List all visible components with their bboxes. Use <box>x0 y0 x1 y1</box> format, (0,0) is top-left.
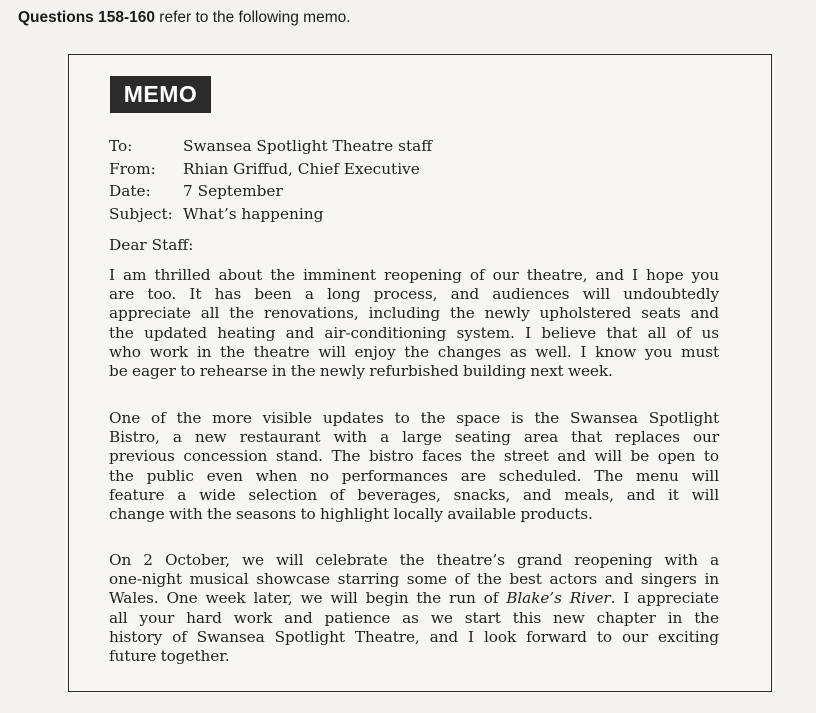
question-range: Questions 158-160 <box>18 9 155 26</box>
question-intro <box>18 9 351 27</box>
memo-subject-label: Subject: <box>109 204 173 223</box>
show-title: Blake’s River <box>506 589 611 608</box>
paragraph-line: future together. <box>109 647 230 666</box>
memo-to-row <box>109 135 432 158</box>
memo-box <box>68 54 772 692</box>
paragraph-line: all your hard work and patience as we start this new chapter in the <box>109 608 719 627</box>
memo-paragraph-1 <box>109 266 719 381</box>
line-text: Wales. One week later, we will begin the run of <box>109 589 507 608</box>
memo-from-row <box>109 158 432 181</box>
paragraph-line: Bistro, a new restaurant with a large seating area that replaces our <box>109 428 719 447</box>
memo-header <box>109 135 432 225</box>
paragraph-line: the updated heating and air-conditioning system. I believe that all of us <box>109 323 719 342</box>
paragraph-line: the public even when no performances are scheduled. The menu will <box>109 466 719 485</box>
paragraph-line: change with the seasons to highlight locally available products. <box>109 505 593 524</box>
memo-paragraph-3 <box>109 551 719 666</box>
memo-greeting: Dear Staff: <box>109 236 194 254</box>
memo-from-label: From: <box>109 159 156 178</box>
line-text: . I appreciate <box>610 589 719 608</box>
memo-date-label: Date: <box>109 182 151 200</box>
memo-badge: MEMO <box>110 76 211 113</box>
memo-subject-value: What’s happening <box>183 204 324 223</box>
memo-date-row <box>109 180 432 203</box>
memo-paragraph-2 <box>109 409 719 524</box>
paragraph-line: I am thrilled about the imminent reopening of our theatre, and I hope you <box>109 266 719 284</box>
paragraph-line: be eager to rehearse in the newly refurbished building next week. <box>109 362 613 381</box>
memo-from-value: Rhian Griffud, Chief Executive <box>183 159 420 178</box>
paragraph-line <box>109 589 719 608</box>
paragraph-line: one-night musical showcase starring some of the best actors and singers in <box>109 570 719 589</box>
paragraph-line: On 2 October, we will celebrate the theatre’s grand reopening with a <box>109 551 719 569</box>
question-intro-text: refer to the following memo. <box>154 9 351 26</box>
memo-to-value: Swansea Spotlight Theatre staff <box>183 137 433 155</box>
memo-date-value: 7 September <box>183 182 283 200</box>
paragraph-line: previous concession stand. The bistro faces the street and will be open to <box>109 447 719 466</box>
memo-to-label: To: <box>109 137 133 155</box>
memo-subject-row <box>109 203 432 226</box>
paragraph-line: history of Swansea Spotlight Theatre, and I look forward to our exciting <box>109 627 719 646</box>
paragraph-line: are too. It has been a long process, and audiences will undoubtedly <box>109 285 719 304</box>
paragraph-line: appreciate all the renovations, including the newly upholstered seats and <box>109 304 719 323</box>
paragraph-line: feature a wide selection of beverages, snacks, and meals, and it will <box>109 485 719 504</box>
paragraph-line: who work in the theatre will enjoy the changes as well. I know you must <box>109 342 719 361</box>
paragraph-line: One of the more visible updates to the space is the Swansea Spotlight <box>109 409 719 427</box>
